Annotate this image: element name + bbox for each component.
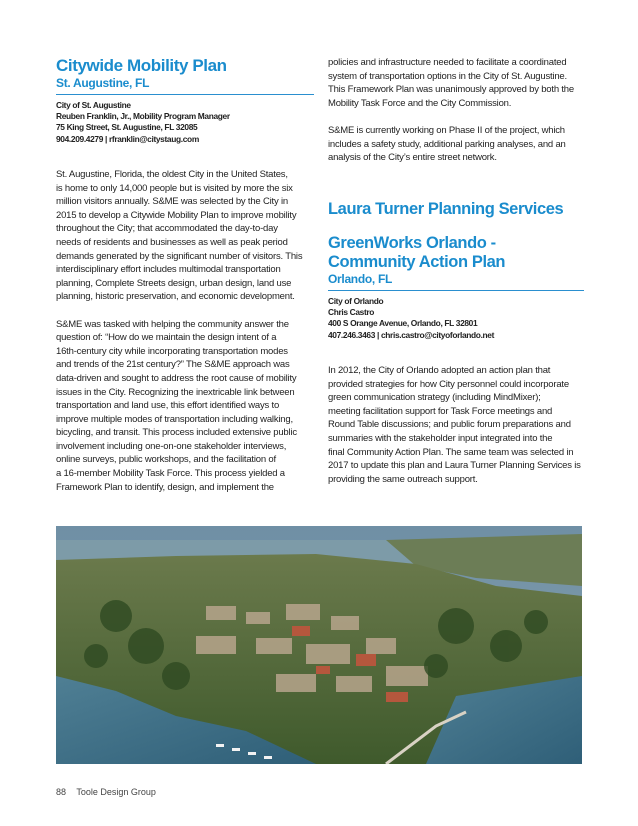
text-line: system of transportation options in the City of St. Augustine.	[328, 70, 567, 82]
text-line: interdisciplinary effort includes multimodal transportation	[56, 264, 281, 276]
text-line: St. Augustine, Florida, the oldest City in the United States,	[56, 169, 288, 180]
text-line: needs of residents and businesses as well as peak period	[56, 236, 288, 248]
footer-company: Toole Design Group	[76, 787, 156, 797]
text-line: S&ME is currently working on Phase II of the project, which	[328, 124, 565, 136]
text-line: bicycling, and transit. This process included extensive public	[56, 427, 297, 439]
page-footer	[56, 787, 156, 797]
contact-person: Chris Castro	[328, 307, 375, 318]
text-line: 2017 to update this plan and Laura Turner Planning Services is	[328, 460, 581, 472]
contact-phone-email: 904.209.4279 | rfranklin@citystaug.com	[56, 133, 199, 144]
text-line: and trends of the 21st century?” The S&ME approach was	[56, 359, 290, 371]
firm-heading: Laura Turner Planning Services	[328, 200, 564, 218]
text-line: throughout the City; that accommodated the day-to-day	[56, 223, 278, 235]
text-line: S&ME was tasked with helping the community answer the	[56, 318, 289, 330]
section-divider	[56, 94, 314, 95]
project-location-orlando: Orlando, FL	[328, 272, 393, 286]
text-line: data-driven and sought to address the root cause of mobility	[56, 372, 297, 384]
text-line: meeting facilitation support for Task Force meetings and	[328, 405, 553, 417]
contact-org: City of St. Augustine	[56, 100, 131, 110]
text-line: planning, Complete Streets design, urban design, land use	[56, 277, 292, 289]
text-line: provided strategies for how City personnel could incorporate	[328, 378, 569, 390]
text-line: planning, historic preservation, and economic development.	[56, 291, 295, 303]
text-line: improve multiple modes of transportation including walking,	[56, 413, 293, 425]
text-line: transportation and land use, this effort identified ways to	[56, 400, 280, 412]
text-line: demands generated by the significant number of visitors. This	[56, 250, 303, 262]
text-line: green communication strategy (including MindMixer);	[328, 392, 541, 404]
project-title-greenworks-line2: Community Action Plan	[328, 253, 506, 271]
contact-phone-email: 407.246.3463 | chris.castro@cityoforlando.net	[328, 329, 495, 340]
text-line: Mobility Task Force and the City Commission.	[328, 97, 512, 109]
contact-address: 75 King Street, St. Augustine, FL 32085	[56, 122, 198, 133]
page-number: 88	[56, 787, 67, 797]
aerial-photo-st-augustine	[56, 526, 582, 764]
text-line: policies and infrastructure needed to facilitate a coordinated	[328, 57, 567, 68]
contact-person: Reuben Franklin, Jr., Mobility Program Manager	[56, 111, 230, 122]
text-line: issues in the City. Recognizing the inextricable link between	[56, 386, 295, 398]
text-line: 2015 to develop a Citywide Mobility Plan to improve mobility	[56, 209, 297, 221]
section-divider	[328, 290, 584, 291]
contact-block-st-augustine	[56, 100, 230, 145]
text-line: question of: “How do we maintain the design intent of a	[56, 332, 277, 344]
text-line: is home to only 14,000 people but is visited by more the six	[56, 182, 293, 194]
project-location-st-augustine: St. Augustine, FL	[56, 76, 150, 90]
text-line: Framework Plan to identify, design, and implement the	[56, 481, 274, 493]
text-line: This Framework Plan was unanimously approved by both the	[328, 84, 574, 96]
text-line: final Community Action Plan. The same team was selected in	[328, 446, 574, 458]
project-title-citywide-mobility: Citywide Mobility Plan	[56, 56, 227, 75]
contact-org: City of Orlando	[328, 296, 384, 306]
body-text-continued	[328, 56, 586, 165]
body-text-st-augustine	[56, 168, 316, 494]
text-line: million visitors annually. S&ME was selected by the City in	[56, 196, 288, 208]
text-line: a 16-member Mobility Task Force. This process yielded a	[56, 468, 285, 480]
text-line: summaries with the stakeholder input integrated into the	[328, 432, 553, 444]
text-line: Round Table discussions; and public forum preparations and	[328, 419, 571, 431]
text-line: involvement including one-on-one stakeholder interviews,	[56, 440, 287, 452]
body-text-orlando	[328, 364, 586, 486]
text-line: 16th-century city while incorporating transportation modes	[56, 345, 288, 357]
text-line: online surveys, public workshops, and the facilitation of	[56, 454, 276, 466]
text-line: providing the same outreach support.	[328, 473, 478, 485]
project-title-greenworks-line1: GreenWorks Orlando -	[328, 234, 496, 252]
text-line: includes a safety study, additional parking analyses, and an	[328, 138, 566, 150]
contact-block-orlando	[328, 296, 494, 341]
text-line: In 2012, the City of Orlando adopted an action plan that	[328, 365, 551, 376]
contact-address: 400 S Orange Avenue, Orlando, FL 32801	[328, 318, 478, 329]
text-line: analysis of the City’s entire street network.	[328, 152, 497, 164]
